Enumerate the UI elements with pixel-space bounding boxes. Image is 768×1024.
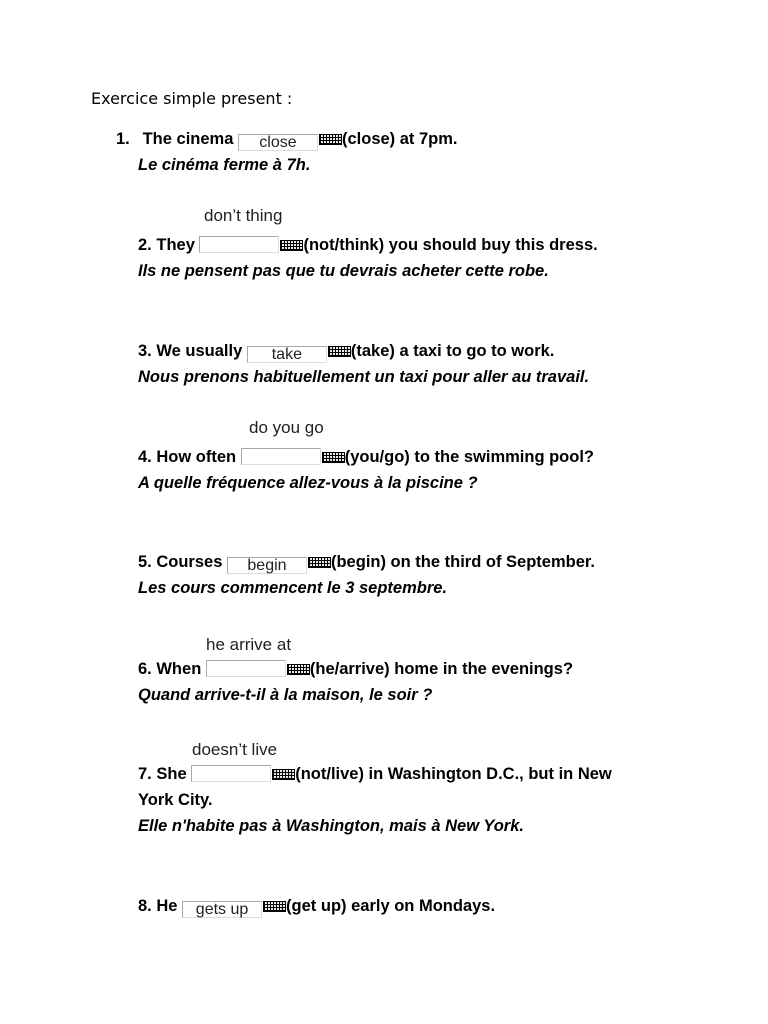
handwritten-answer: do you go <box>249 418 324 437</box>
exercise-item-4 <box>138 448 594 467</box>
keyboard-icon[interactable] <box>308 557 331 568</box>
answer-input[interactable]: take <box>247 346 327 363</box>
exercise-item-1 <box>116 130 458 151</box>
sentence-start: They <box>156 236 195 254</box>
keyboard-icon[interactable] <box>328 346 351 357</box>
answer-input[interactable]: close <box>238 134 318 151</box>
answer-input[interactable] <box>206 660 286 677</box>
sentence-end: (not/live) in Washington D.C., but in New <box>295 765 612 783</box>
handwritten-answer: doesn’t live <box>192 740 278 759</box>
item-number: 8. <box>138 897 152 915</box>
translation-7: Elle n'habite pas à Washington, mais à New York. <box>138 817 524 835</box>
sentence-end: (close) at 7pm. <box>341 130 458 148</box>
item-number: 1. <box>116 130 130 148</box>
item-number: 5. <box>138 553 152 571</box>
item-number: 2. <box>138 236 152 254</box>
sentence-end: (take) a taxi to go to work. <box>350 342 555 360</box>
translation-2: Ils ne pensent pas que tu devrais acheter cette robe. <box>138 262 549 280</box>
item-number: 6. <box>138 660 152 678</box>
item-number: 7. <box>138 765 152 783</box>
exercise-item-6 <box>138 660 573 679</box>
answer-input[interactable] <box>191 765 271 782</box>
answer-input[interactable]: begin <box>227 557 307 574</box>
handwritten-answer: he arrive at <box>206 635 292 654</box>
keyboard-icon[interactable] <box>263 901 286 912</box>
sentence-end: (not/think) you should buy this dress. <box>303 236 598 254</box>
sentence-end: (you/go) to the swimming pool? <box>344 448 595 466</box>
keyboard-icon[interactable] <box>280 240 303 251</box>
keyboard-icon[interactable] <box>319 134 342 145</box>
sentence-start: She <box>156 765 187 783</box>
exercise-item-7 <box>138 765 612 784</box>
exercise-item-7-continued: York City. <box>138 791 213 809</box>
sentence-start: How often <box>156 448 237 466</box>
translation-1: Le cinéma ferme à 7h. <box>138 156 311 174</box>
item-number: 4. <box>138 448 152 466</box>
exercise-item-3 <box>138 342 554 363</box>
answer-input[interactable] <box>241 448 321 465</box>
translation-5: Les cours commencent le 3 septembre. <box>138 579 448 597</box>
answer-input[interactable] <box>199 236 279 253</box>
sentence-start: We usually <box>156 342 243 360</box>
exercise-item-8 <box>138 897 495 918</box>
sentence-end: (begin) on the third of September. <box>330 553 595 571</box>
keyboard-icon[interactable] <box>322 452 345 463</box>
exercise-item-2 <box>138 236 598 255</box>
exercise-item-5 <box>138 553 595 574</box>
sentence-end: (he/arrive) home in the evenings? <box>309 660 574 678</box>
sentence-start: He <box>156 897 178 915</box>
exercise-title: Exercice simple present : <box>91 89 293 108</box>
translation-4: A quelle fréquence allez-vous à la piscine ? <box>138 474 478 492</box>
handwritten-answer: don’t thing <box>204 206 283 225</box>
sentence-end: (get up) early on Mondays. <box>286 897 496 915</box>
item-number: 3. <box>138 342 152 360</box>
sentence-start: Courses <box>156 553 223 571</box>
answer-input[interactable]: gets up <box>182 901 262 918</box>
translation-3: Nous prenons habituellement un taxi pour aller au travail. <box>138 368 590 386</box>
keyboard-icon[interactable] <box>272 769 295 780</box>
keyboard-icon[interactable] <box>287 664 310 675</box>
sentence-start: The cinema <box>142 130 234 148</box>
translation-6: Quand arrive-t-il à la maison, le soir ? <box>138 686 433 704</box>
sentence-start: When <box>156 660 202 678</box>
